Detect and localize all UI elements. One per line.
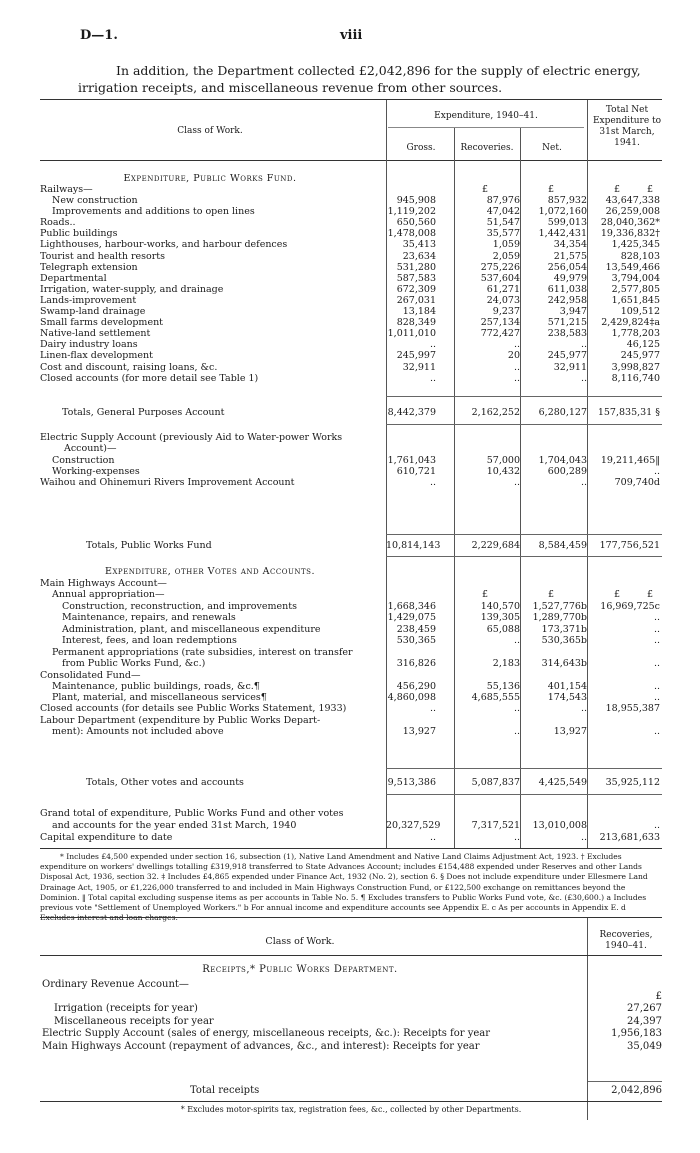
totals-pwf-net: 8,584,459 <box>538 540 587 551</box>
table-row <box>40 624 660 635</box>
row-gross: 13,927 <box>402 726 436 737</box>
row-label: ment): Amounts not included above <box>52 726 224 737</box>
row-recoveries: 55,136 <box>486 681 520 692</box>
totals-pwf-rec: 2,229,684 <box>471 540 520 551</box>
row-label: Native-land settlement <box>40 328 151 340</box>
table-row <box>40 339 660 350</box>
row-net: 13,927 <box>553 726 587 737</box>
t2-footnote: * Excludes motor-spirits tax, registration fees, &c., collected by other Departments. <box>180 1105 522 1114</box>
t2-pound-row <box>42 991 662 1003</box>
receipt-label: Main Highways Account (repayment of advances, &c., and interest): Receipts for year <box>42 1040 480 1052</box>
t2-col-class: Class of Work. <box>265 936 335 947</box>
receipt-label: Electric Supply Account (sales of energy, miscellaneous receipts, &c.): Receipts for year <box>42 1028 491 1040</box>
table-row <box>40 206 660 217</box>
row-gross: .. <box>429 339 436 351</box>
totals-pwf-label: Totals, Public Works Fund <box>86 540 212 551</box>
row-net: 3,947 <box>559 306 587 317</box>
table-row <box>40 477 660 488</box>
table-row <box>40 295 660 306</box>
table-bottom-rule <box>40 848 662 849</box>
row-gross: 1,011,010 <box>387 328 436 340</box>
row-recoveries: 257,134 <box>480 317 520 329</box>
row-gross: 587,583 <box>396 272 436 284</box>
row-recoveries: 7,317,521 <box>471 820 520 831</box>
row-total: 1,425,345 <box>611 239 660 251</box>
row-net: 571,215 <box>547 317 587 329</box>
row-recoveries: .. <box>513 477 520 488</box>
totals-ov-net: 4,425,549 <box>538 777 587 788</box>
totals-ov-label: Totals, Other votes and accounts <box>86 777 244 788</box>
row-recoveries: 275,226 <box>480 261 520 273</box>
row-label: Improvements and additions to open lines <box>52 206 255 218</box>
receipt-label: Miscellaneous receipts for year <box>54 1015 214 1027</box>
row-recoveries: 87,976 <box>486 195 520 206</box>
row-net: 857,932 <box>547 195 587 206</box>
col-gross: Gross. <box>406 143 436 153</box>
receipt-value: 1,956,183 <box>611 1028 662 1040</box>
row-net: 32,911 <box>553 361 587 373</box>
row-recoveries: .. <box>513 339 520 351</box>
row-label: Interest, fees, and loan redemptions <box>62 634 237 646</box>
pound-sign: £ <box>613 184 620 195</box>
row-net: 600,289 <box>547 466 587 477</box>
totals-ov-rec: 5,087,837 <box>471 777 520 788</box>
row-label: Departmental <box>40 272 107 284</box>
table-row <box>40 217 660 228</box>
row-total: .. <box>653 612 660 624</box>
row-recoveries: 51,547 <box>486 217 520 229</box>
row-gross: 245,997 <box>396 350 436 362</box>
subtotal-rule <box>386 396 662 397</box>
row-gross: 4,860,098 <box>387 692 436 703</box>
annual-row <box>40 589 660 600</box>
labour-label-1: Labour Department (expenditure by Public Works Depart- <box>40 715 321 726</box>
row-net: 49,979 <box>553 272 587 284</box>
row-total: .. <box>653 623 660 635</box>
table-row <box>40 262 660 273</box>
row-total: 3,998,827 <box>611 361 660 373</box>
row-label: Small farms development <box>40 317 163 329</box>
row-recoveries: .. <box>513 832 520 843</box>
row-net: .. <box>580 339 587 351</box>
row-total: 2,429,824‡a <box>601 317 660 329</box>
grand-label-1: Grand total of expenditure, Public Works Fund and other votes <box>40 808 344 819</box>
pound-sign: £ <box>655 991 662 1002</box>
consolidated-label: Consolidated Fund— <box>40 670 141 681</box>
row-label: Maintenance, public buildings, roads, &c.¶ <box>52 681 260 692</box>
row-label: Dairy industry loans <box>40 339 138 351</box>
row-label: Telegraph extension <box>40 261 138 273</box>
row-total: 1,651,845 <box>611 294 660 306</box>
totals-gp-row <box>40 407 660 418</box>
row-net: .. <box>580 477 587 488</box>
row-recoveries: 47,042 <box>486 206 520 218</box>
row-net: .. <box>580 832 587 843</box>
totals-ov-gross: 9,513,386 <box>387 777 436 788</box>
row-gross: 1,429,075 <box>387 612 436 624</box>
page-ref: D—1. <box>80 28 118 43</box>
row-total: 828,103 <box>620 250 660 262</box>
t2-subtotal-rule <box>588 1081 662 1082</box>
totals-gp-total: 157,835,31 § <box>597 407 660 418</box>
railways-label-row <box>40 184 660 195</box>
row-label: from Public Works Fund, &c.) <box>62 658 206 669</box>
row-total: .. <box>653 634 660 646</box>
receipt-row <box>42 1003 662 1015</box>
row-gross: 316,826 <box>396 658 436 669</box>
totals-pwf-gross: 10,814,143 <box>386 540 441 551</box>
table-row <box>40 328 660 339</box>
row-label: Maintenance, repairs, and renewals <box>62 612 236 624</box>
row-label: Capital expenditure to date <box>40 832 173 843</box>
row-net: 238,583 <box>547 328 587 340</box>
row-gross: 610,721 <box>396 466 436 477</box>
row-net: .. <box>580 372 587 384</box>
totals-gp-label: Totals, General Purposes Account <box>62 407 225 418</box>
table2-header-rule <box>40 955 662 956</box>
pound-sign: £ <box>547 184 554 195</box>
pound-sign: £ <box>613 589 620 600</box>
row-label: Construction <box>52 455 115 466</box>
subtotal-rule <box>386 794 662 795</box>
row-total: 43,647,338 <box>605 195 660 206</box>
row-label: Construction, reconstruction, and improvements <box>62 601 297 612</box>
col-total-net: Total Net Expenditure to 31st March, 1941. <box>592 105 662 148</box>
row-recoveries: 1,059 <box>492 239 520 251</box>
subtotal-rule <box>386 556 662 557</box>
totals-gp-gross: 8,442,379 <box>387 407 436 418</box>
row-total: .. <box>653 726 660 737</box>
subtotal-rule <box>386 768 662 769</box>
table-row <box>40 239 660 250</box>
subtotal-rule <box>386 534 662 535</box>
row-total: 109,512 <box>620 306 660 317</box>
row-gross: 1,119,202 <box>387 206 436 218</box>
col-class-of-work: Class of Work. <box>177 126 243 136</box>
row-net: 401,154 <box>547 681 587 692</box>
table2-top-rule <box>40 917 662 918</box>
row-label: Plant, material, and miscellaneous services¶ <box>52 692 267 703</box>
row-total: 26,259,008 <box>605 206 660 218</box>
row-recoveries: 35,577 <box>486 228 520 240</box>
receipt-row <box>42 1028 662 1040</box>
pound-sign: £ <box>481 589 488 600</box>
electric-label-1: Electric Supply Account (previously Aid to Water-power Works <box>40 432 343 443</box>
row-net: 21,575 <box>553 250 587 262</box>
row-total: 245,977 <box>620 350 660 362</box>
annual-label: Annual appropriation— <box>52 589 165 600</box>
row-total: .. <box>653 681 660 692</box>
col-net: Net. <box>542 143 562 153</box>
col-expenditure: Expenditure, 1940–41. <box>434 111 538 121</box>
railways-label: Railways— <box>40 184 93 195</box>
row-label: New construction <box>52 195 138 206</box>
row-gross: 1,761,043 <box>387 455 436 466</box>
table-row <box>40 251 660 262</box>
row-gross: 238,459 <box>396 623 436 635</box>
row-total: 16,969,725c <box>600 601 660 612</box>
table-row <box>40 612 660 623</box>
row-label: Roads.. <box>40 217 76 229</box>
row-gross: 1,478,008 <box>387 228 436 240</box>
row-recoveries: .. <box>513 372 520 384</box>
row-net: 245,977 <box>547 350 587 362</box>
table1-footnotes: * Includes £4,500 expended under section 16, subsection (1), Native Land Amendment and Native Land Claims Adjustment Act, 1923. † Excludes expenditure on workers' dwellings totalling £319,918 transferred to State Advances Account; includes £154,488 expended under Reserves and other Lands Disposal Act, 1936, section 32. ‡ Includes £4,865 expended under Finance Act, 1932 (No. 2), section 6. § Does not include expenditure under Ellesmere Land Drainage Act, 1905, or £1,226,000 transferred to and included in Main Highways Construction Fund, or £122,500 exchange on remittances beyond the Dominion. ‖ Total capital excluding suspense items as per accounts in Table No. 5. ¶ Excludes transfers to Public Works Fund vote, &c. (£30,600.) a Includes previous vote "Settlement of Unemployed Workers." b For annual income and expenditure accounts see Appendix E. c As per accounts in Appendix E. d <box>40 852 648 913</box>
t2-total-row <box>42 1085 662 1097</box>
row-label: Irrigation, water-supply, and drainage <box>40 283 224 295</box>
table-row <box>40 692 660 703</box>
row-label: Swamp-land drainage <box>40 306 146 317</box>
row-gross: 650,560 <box>396 217 436 229</box>
row-gross: 13,184 <box>402 306 436 317</box>
row-total: .. <box>653 658 660 669</box>
row-recoveries: 10,432 <box>486 466 520 477</box>
row-gross: 267,031 <box>396 294 436 306</box>
row-net: 13,010,008 <box>532 820 587 831</box>
row-gross: 456,290 <box>396 681 436 692</box>
t2-total-label: Total receipts <box>190 1085 260 1096</box>
row-net: 314,643b <box>541 658 587 669</box>
row-gross: .. <box>429 477 436 488</box>
row-recoveries: 2,059 <box>492 250 520 262</box>
row-total: 8,116,740 <box>611 372 660 384</box>
row-label: Waihou and Ohinemuri Rivers Improvement Account <box>40 477 295 488</box>
totals-ov-total: 35,925,112 <box>605 777 660 788</box>
row-label: Closed accounts (for details see Public Works Statement, 1933) <box>40 703 347 714</box>
table-row <box>40 306 660 317</box>
row-total: 13,549,466 <box>605 261 660 273</box>
ordinary-label: Ordinary Revenue Account— <box>42 979 189 990</box>
intro-paragraph: In addition, the Department collected £2,042,896 for the supply of electric energy, irrigation receipts, and miscellaneous revenue from other sources. <box>78 63 641 95</box>
row-label: Cost and discount, raising loans, &c. <box>40 361 218 373</box>
receipt-value: 27,267 <box>627 1003 662 1014</box>
row-gross: 35,413 <box>402 239 436 251</box>
totals-ov-row <box>40 777 660 788</box>
row-recoveries: 2,183 <box>492 658 520 669</box>
table-row <box>40 832 660 843</box>
t2-total-value: 2,042,896 <box>611 1085 662 1096</box>
table-row <box>40 601 660 612</box>
table2-bottom-rule <box>40 1101 662 1102</box>
col-recoveries: Recoveries. <box>460 143 514 153</box>
row-gross: 1,668,346 <box>387 601 436 612</box>
row-gross: 530,365 <box>396 634 436 646</box>
row-recoveries: 65,088 <box>486 623 520 635</box>
table-row <box>40 635 660 646</box>
table-row <box>40 273 660 284</box>
receipt-value: 35,049 <box>627 1040 662 1052</box>
table-row <box>40 362 660 373</box>
t2-col-rec: Recoveries, 1940–41. <box>599 930 653 951</box>
table-row <box>40 228 660 239</box>
row-recoveries: .. <box>513 726 520 737</box>
row-label: Working-expenses <box>52 466 140 477</box>
row-net: 256,054 <box>547 261 587 273</box>
row-gross: 531,280 <box>396 261 436 273</box>
row-total: 19,336,832† <box>600 228 660 240</box>
row-label: Closed accounts (for more detail see Table 1) <box>40 372 259 384</box>
row-recoveries: 140,570 <box>480 601 520 612</box>
row-recoveries: 4,685,555 <box>471 692 520 703</box>
row-total: .. <box>653 466 660 477</box>
header-bottom-rule <box>40 160 662 161</box>
row-recoveries: 9,237 <box>492 306 520 317</box>
table-row <box>40 195 660 206</box>
row-gross: 23,634 <box>402 250 436 262</box>
row-total: 1,778,203 <box>611 328 660 340</box>
totals-gp-net: 6,280,127 <box>538 407 587 418</box>
electric-label-2: Account)— <box>64 443 117 454</box>
row-recoveries: 20 <box>507 350 520 362</box>
table-row <box>40 284 660 295</box>
t2-heading: Receipts,* Public Works Department. <box>202 964 398 975</box>
table-row <box>40 350 660 361</box>
table-row <box>40 703 660 714</box>
row-net: 611,038 <box>547 283 587 295</box>
row-gross: 672,309 <box>396 283 436 295</box>
row-net: .. <box>580 703 587 714</box>
row-label: Linen-flax development <box>40 350 153 362</box>
row-net: 1,289,770b <box>532 612 587 624</box>
totals-gp-rec: 2,162,252 <box>471 407 520 418</box>
row-recoveries: 57,000 <box>486 455 520 466</box>
row-label: Tourist and health resorts <box>40 250 166 262</box>
row-total: 19,211,465‖ <box>600 455 660 466</box>
table-row <box>40 681 660 692</box>
table-row <box>40 658 660 669</box>
row-total: 709,740d <box>614 477 660 488</box>
section-heading-pwf: Expenditure, Public Works Fund. <box>123 173 297 184</box>
pound-sign: £ <box>547 589 554 600</box>
row-net: 34,354 <box>553 239 587 251</box>
table-row <box>40 466 660 477</box>
pound-sign: £ <box>481 184 488 195</box>
row-total: 2,577,805 <box>611 283 660 295</box>
row-total: 18,955,387 <box>605 703 660 714</box>
row-net: 1,072,160 <box>538 206 587 218</box>
section-heading-other: Expenditure, other Votes and Accounts. <box>105 566 315 577</box>
subtotal-rule <box>386 424 662 425</box>
row-recoveries: .. <box>513 361 520 373</box>
row-total: 28,040,362* <box>600 217 660 229</box>
row-net: 1,527,776b <box>532 601 587 612</box>
row-gross: .. <box>429 372 436 384</box>
row-label: Lands-improvement <box>40 294 137 306</box>
receipt-row <box>42 1016 662 1028</box>
totals-pwf-total: 177,756,521 <box>599 540 660 551</box>
row-label: and accounts for the year ended 31st March, 1940 <box>52 820 297 831</box>
row-recoveries: .. <box>513 634 520 646</box>
page-number: viii <box>340 28 363 43</box>
row-gross: .. <box>429 832 436 843</box>
row-recoveries: 772,427 <box>480 328 520 340</box>
row-gross: 20,327,529 <box>386 820 441 831</box>
row-recoveries: 24,073 <box>486 294 520 306</box>
row-net: 1,442,431 <box>538 228 587 240</box>
row-gross: .. <box>429 703 436 714</box>
row-recoveries: 537,604 <box>480 272 520 284</box>
row-total: 46,125 <box>626 339 660 351</box>
expenditure-rule <box>388 127 584 128</box>
ordinary-row <box>42 979 662 991</box>
row-net: 530,365b <box>541 634 587 646</box>
row-recoveries: 61,271 <box>486 283 520 295</box>
row-total: .. <box>653 820 660 831</box>
table-top-rule <box>40 99 662 100</box>
totals-pwf-row <box>40 540 660 551</box>
row-net: 174,543 <box>547 692 587 703</box>
row-net: 173,371b <box>541 623 587 635</box>
row-total: .. <box>653 692 660 703</box>
row-gross: 945,908 <box>396 195 436 206</box>
row-gross: 32,911 <box>402 361 436 373</box>
row-total: 3,794,004 <box>611 272 660 284</box>
pound-sign: £ <box>646 589 653 600</box>
row-net: 242,958 <box>547 294 587 306</box>
row-label: Administration, plant, and miscellaneous expenditure <box>62 623 321 635</box>
table-row <box>40 455 660 466</box>
table-row <box>40 373 660 384</box>
row-recoveries: 139,305 <box>480 612 520 624</box>
receipt-value: 24,397 <box>627 1015 662 1027</box>
mh-label: Main Highways Account— <box>40 578 167 589</box>
table-row <box>40 820 660 831</box>
table-row <box>40 726 660 737</box>
table-row <box>40 317 660 328</box>
receipt-label: Irrigation (receipts for year) <box>54 1003 198 1014</box>
perm-label-1: Permanent appropriations (rate subsidies, interest on transfer <box>52 647 353 658</box>
row-label: Public buildings <box>40 228 118 240</box>
row-net: 1,704,043 <box>538 455 587 466</box>
receipt-row <box>42 1041 662 1053</box>
row-recoveries: .. <box>513 703 520 714</box>
row-gross: 828,349 <box>396 317 436 329</box>
row-net: 599,013 <box>547 217 587 229</box>
row-label: Lighthouses, harbour-works, and harbour defences <box>40 239 288 251</box>
row-total: 213,681,633 <box>599 832 660 843</box>
pound-sign: £ <box>646 184 653 195</box>
